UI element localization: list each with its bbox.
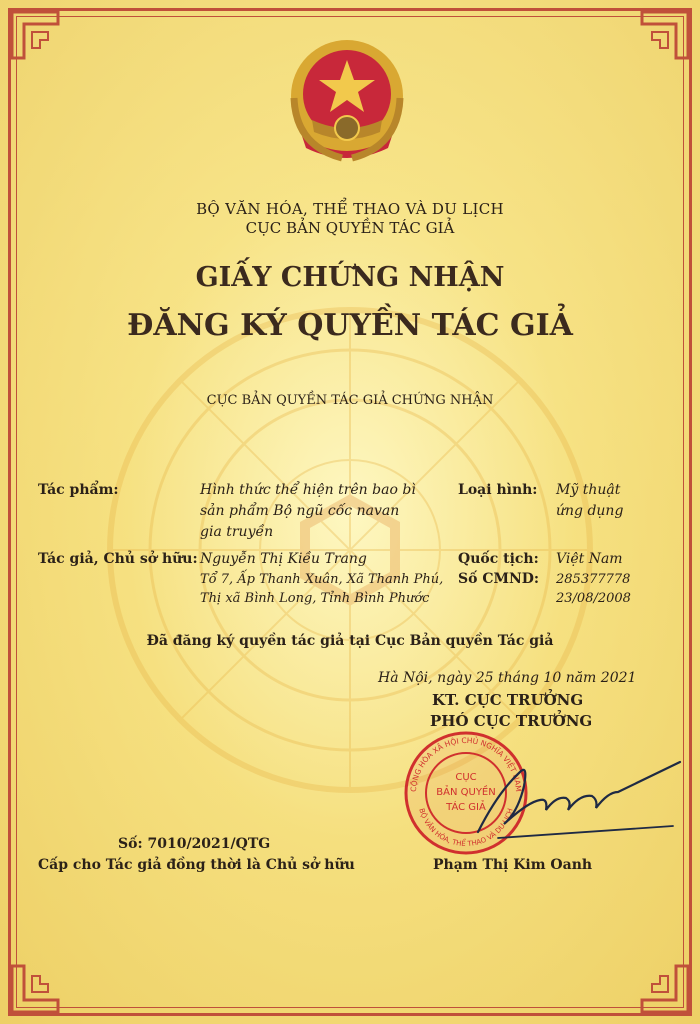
seal-ring-text-bottom: BỘ VĂN HÓA, THỂ THAO VÀ DU LỊCH	[417, 807, 515, 849]
certificate-number: Số: 7010/2021/QTG	[118, 836, 271, 852]
issued-to-statement: Cấp cho Tác giả đồng thời là Chủ sở hữu	[38, 857, 355, 873]
id-number-label: Số CMND:	[458, 571, 540, 587]
id-issue-date: 23/08/2008	[556, 591, 631, 606]
certify-statement: CỤC BẢN QUYỀN TÁC GIẢ CHỨNG NHẬN	[206, 393, 494, 408]
work-type-value-line2: ứng dụng	[556, 503, 624, 519]
author-name: Nguyễn Thị Kiều Trang	[200, 551, 367, 567]
ministry-name: BỘ VĂN HÓA, THỂ THAO VÀ DU LỊCH	[196, 200, 504, 218]
author-address-line2: Thị xã Bình Long, Tỉnh Bình Phước	[200, 591, 430, 606]
seal-ring-text-top: CỘNG HÒA XÃ HỘI CHỦ NGHĨA VIỆT NAM	[408, 735, 524, 793]
certificate-title-line1: GIẤY CHỨNG NHẬN	[195, 262, 505, 293]
corner-ornament-top-right	[630, 8, 692, 70]
signing-kt-title: KT. CỤC TRƯỞNG	[432, 691, 584, 709]
work-title-line1: Hình thức thể hiện trên bao bì	[200, 482, 416, 498]
work-type-label: Loại hình:	[458, 482, 538, 498]
certificate-title-line2: ĐĂNG KÝ QUYỀN TÁC GIẢ	[127, 308, 573, 343]
author-address-line1: Tổ 7, Ấp Thanh Xuân, Xã Thanh Phú,	[200, 572, 444, 587]
signer-name: Phạm Thị Kim Oanh	[433, 857, 593, 873]
seal-center-line3: TÁC GIẢ	[446, 802, 486, 813]
signing-date: Hà Nội, ngày 25 tháng 10 năm 2021	[378, 670, 637, 686]
id-number-value: 285377778	[556, 572, 631, 587]
nationality-label: Quốc tịch:	[458, 551, 539, 567]
author-label: Tác giả, Chủ sở hữu:	[38, 551, 198, 567]
corner-ornament-bottom-left	[8, 954, 70, 1016]
department-name: CỤC BẢN QUYỀN TÁC GIẢ	[245, 219, 455, 237]
national-emblem-icon	[282, 36, 412, 168]
work-type-value-line1: Mỹ thuật	[556, 482, 621, 498]
corner-ornament-top-left	[8, 8, 70, 70]
work-title-line2: sản phẩm Bộ ngũ cốc navan	[200, 503, 400, 519]
corner-ornament-bottom-right	[630, 954, 692, 1016]
work-label: Tác phẩm:	[38, 482, 119, 498]
seal-center-line2: BẢN QUYỀN	[436, 787, 496, 798]
handwritten-signature-icon	[468, 752, 683, 844]
work-title-line3: gia truyền	[200, 524, 274, 540]
nationality-value: Việt Nam	[556, 551, 623, 567]
signing-deputy-title: PHÓ CỤC TRƯỞNG	[430, 712, 593, 730]
registered-statement: Đã đăng ký quyền tác giả tại Cục Bản quyền Tác giả	[146, 633, 554, 649]
seal-center-line1: CỤC	[455, 772, 477, 783]
